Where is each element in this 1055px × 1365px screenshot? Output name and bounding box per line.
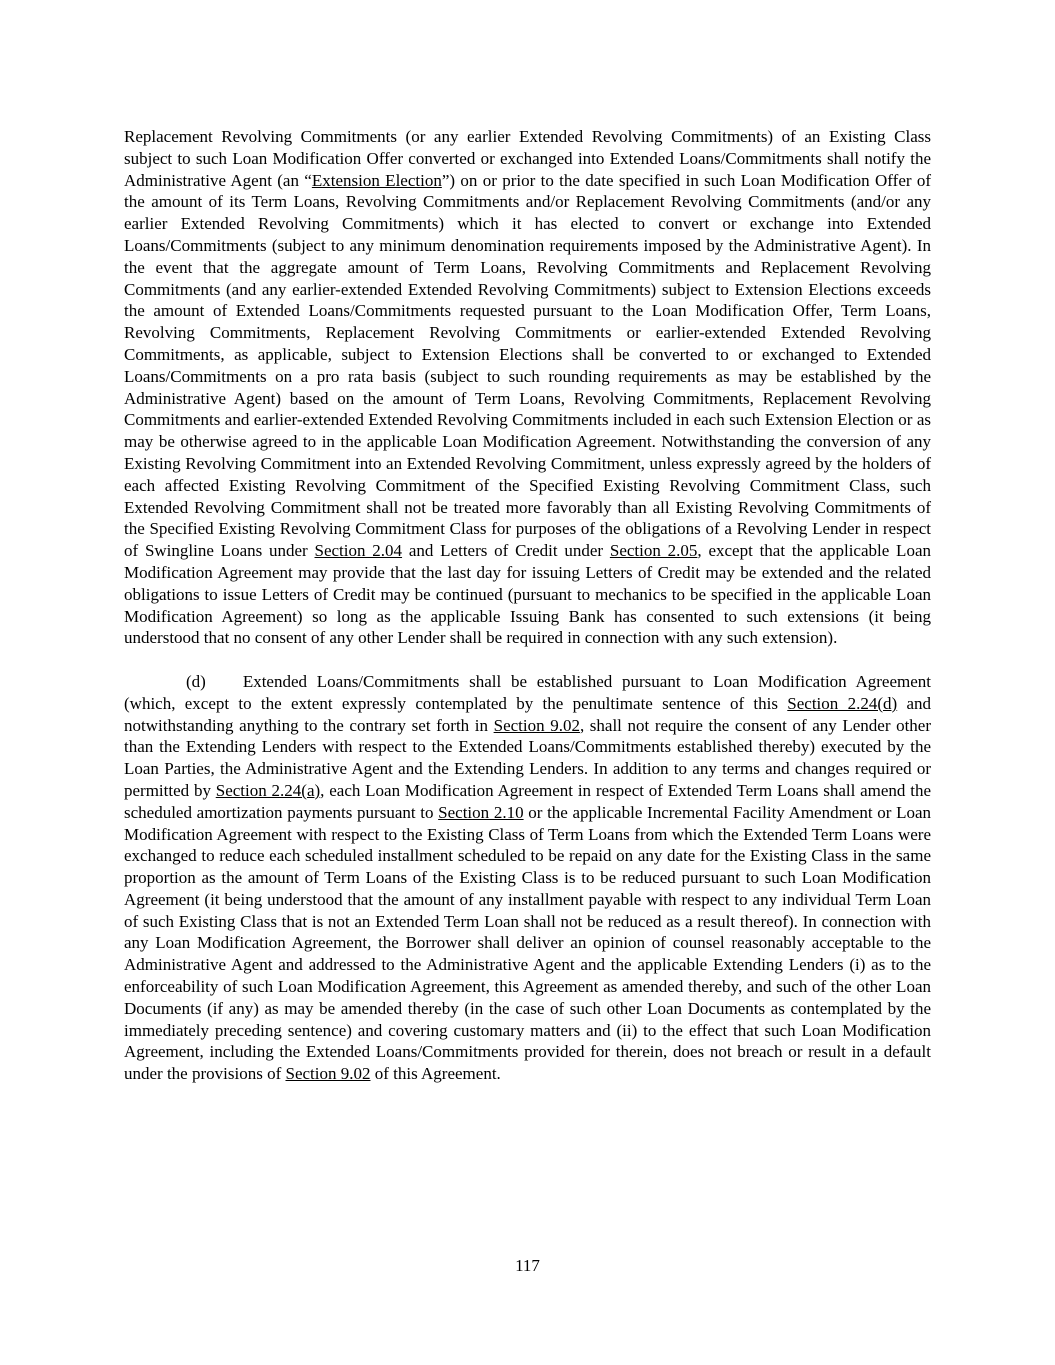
underlined-reference: Extension Election [311, 170, 442, 190]
paragraph [124, 671, 931, 1085]
underlined-reference: Section 9.02 [493, 715, 580, 735]
text-run: , each Loan Modification Agreement in respect of Extended Term Loans shall amend the scheduled amortization payments pursuant to [124, 780, 932, 822]
text-run: and notwithstanding anything to the contrary set forth in [124, 693, 932, 735]
text-run: of this Agreement. [370, 1064, 501, 1084]
underlined-reference: Section 2.24(a) [215, 780, 321, 800]
underlined-reference: Section 2.24(d) [787, 693, 898, 713]
underlined-reference: Section 2.10 [438, 802, 524, 822]
text-run: , except that the applicable Loan Modification Agreement may provide that the last day for issuing Letters of Credit may be extended and the related obligations to issue Letters of Credit may be continued (pursuant to mechanics to be specified in the applicable Loan Modification Agreement) so long as the applicable Issuing Bank has consented to such extensions (it being understood that no consent of any other Lender shall be required in connection with any such extension). [124, 541, 931, 648]
text-run: ”) on or prior to the date specified in such Loan Modification Offer of the amount of its Term Loans, Revolving Commitments and/or Replacement Revolving Commitments (and/or any earlier Extended Revolving Commitments) which it has elected to convert or exchange into Extended Loans/Commitments (subject to any minimum denomination requirements imposed by the Administrative Agent). In the event that the aggregate amount of Term Loans, Revolving Commitments and Replacement Revolving Commitments (and any earlier-extended Extended Revolving Commitments) subject to Extension Elections exceeds the amount of Extended Loans/Commitments requested pursuant to the Loan Modification Offer, Term Loans, Revolving Commitments, Replacement Revolving Commitments or earlier-extended Extended Revolving Commitments, as applicable, subject to Extension Elections shall be converted to or exchanged to Extended Loans/Commitments on a pro rata basis (subject to such rounding requirements as may be established by the Administrative Agent) based on the amount of Term Loans, Revolving Commitments, Replacement Revolving Commitments and earlier-extended Extended Revolving Commitments included in each such Extension Election or as may be otherwise agreed to in the applicable Loan Modification Agreement. Notwithstanding the conversion of any Existing Revolving Commitment into an Extended Revolving Commitment, unless expressly agreed by the holders of each affected Existing Revolving Commitment of the Specified Existing Revolving Commitment Class, such Extended Revolving Commitment shall not be treated more favorably than all Existing Revolving Commitments of the Specified Existing Revolving Commitment Class for purposes of the obligations of a Revolving Lender in respect of Swingline Loans under [124, 170, 932, 561]
text-run: (d) [186, 671, 206, 691]
page-number: 117 [515, 1256, 540, 1275]
paragraph [124, 126, 931, 649]
underlined-reference: Section 2.05 [609, 541, 698, 561]
underlined-reference: Section 2.04 [314, 541, 403, 561]
text-run: Replacement Revolving Commitments (or any earlier Extended Revolving Commitments) of an Existing Class subject to such Loan Modification Offer converted or exchanged into Extended Loans/Commitments shall notify the Administrative Agent (an “ [124, 127, 931, 190]
document-body [124, 126, 931, 1085]
text-run: or the applicable Incremental Facility Amendment or Loan Modification Agreement with respect to the Existing Class of Term Loans from which the Extended Term Loans were exchanged to reduce each scheduled installment scheduled to be repaid on any date for the Existing Class in the same proportion as the amount of Term Loans of the Existing Class is to be reduced pursuant to such Loan Modification Agreement (it being understood that the amount of any installment payable with respect to any individual Term Loan of such Existing Class that is not an Extended Term Loan shall not be reduced as a result thereof). In connection with any Loan Modification Agreement, the Borrower shall deliver an opinion of counsel reasonably acceptable to the Administrative Agent and addressed to the Administrative Agent and the applicable Extending Lenders (i) as to the enforceability of such Loan Modification Agreement, this Agreement as amended thereby, and such of the other Loan Documents (if any) as may be amended thereby (in the case of such other Loan Documents as contemplated by the immediately preceding sentence) and covering customary matters and (ii) to the effect that such Loan Modification Agreement, including the Extended Loans/Commitments provided for therein, does not breach or result in a default under the provisions of [124, 802, 931, 1084]
text-run: and Letters of Credit under [402, 541, 610, 561]
underlined-reference: Section 9.02 [285, 1064, 371, 1084]
text-run: , shall not require the consent of any Lender other than the Extending Lenders with respect to the Extended Loans/Commitments established thereby) executed by the Loan Parties, the Administrative Agent and the Extending Lenders. In addition to any terms and changes required or permitted by [124, 715, 932, 800]
text-run: Extended Loans/Commitments shall be established pursuant to Loan Modification Agreement (which, except to the extent expressly contemplated by the penultimate sentence of this [124, 671, 931, 713]
